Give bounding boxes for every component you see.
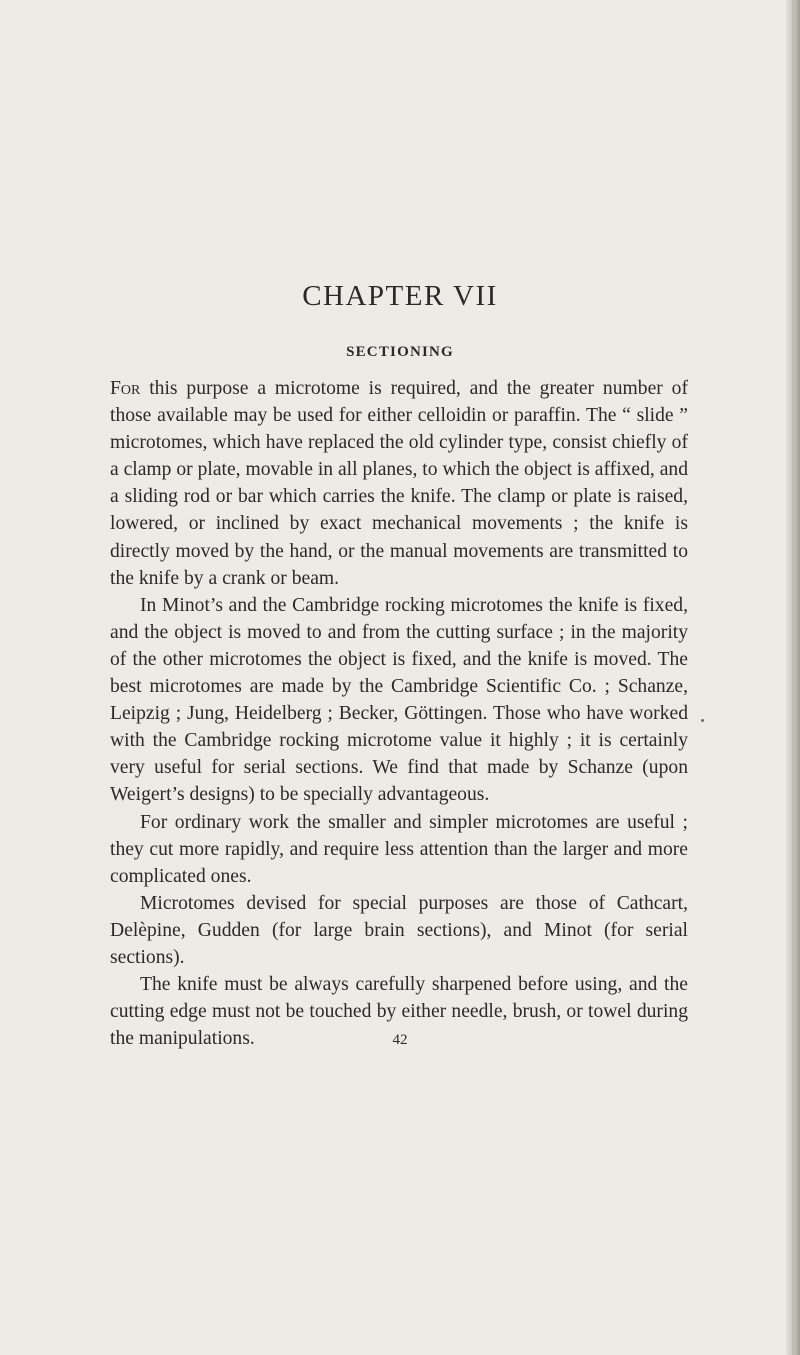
- paragraph: For ordinary work the smaller and simpler microtomes are useful ; they cut more rapidly, and require less attention than the larger and more complicated ones.: [110, 811, 688, 887]
- stray-mark: [701, 719, 704, 722]
- small-caps-lead: For: [110, 378, 141, 399]
- paragraph: In Minot’s and the Cambridge rocking microtomes the knife is fixed, and the object is moved to and from the cutting surface ; in the majority of the other microtomes the object is fixed, and the knife is moved. The best microtomes are made by the Cambridge Scientific Co. ; Schanze, Leipzig ; Jung, Heidelberg ; Becker, Göttingen. Those who have worked with the Cambridge rocking microtome value it highly ; it is certainly very useful for serial sections. We find that made by Schanze (upon Weigert’s designs) to be specially advantageous.: [110, 594, 688, 806]
- page-edge: [786, 0, 800, 1355]
- page-number: 42: [392, 1032, 408, 1048]
- paragraph: The knife must be always carefully sharpened before using, and the cutting edge must not be touched by either needle, brush, or towel during the manipulations.: [110, 974, 688, 1050]
- paragraph: Microtomes devised for special purposes are those of Cathcart, Delèpine, Gudden (for large brain sections), and Minot (for serial sections).: [110, 892, 688, 968]
- chapter-title: CHAPTER VII: [302, 280, 498, 312]
- body-text: [110, 375, 688, 1052]
- section-title: SECTIONING: [346, 344, 454, 360]
- paragraph: For this purpose a microtome is required, and the greater number of those available may be used for either celloidin or paraffin. The “ slide ” microtomes, which have replaced the old cylinder type, consist chiefly of a clamp or plate, movable in all planes, to which the object is affixed, and a sliding rod or bar which carries the knife. The clamp or plate is raised, lowered, or inclined by exact mechanical movements ; the knife is directly moved by the hand, or the manual movements are transmitted to the knife by a crank or beam.: [110, 378, 689, 589]
